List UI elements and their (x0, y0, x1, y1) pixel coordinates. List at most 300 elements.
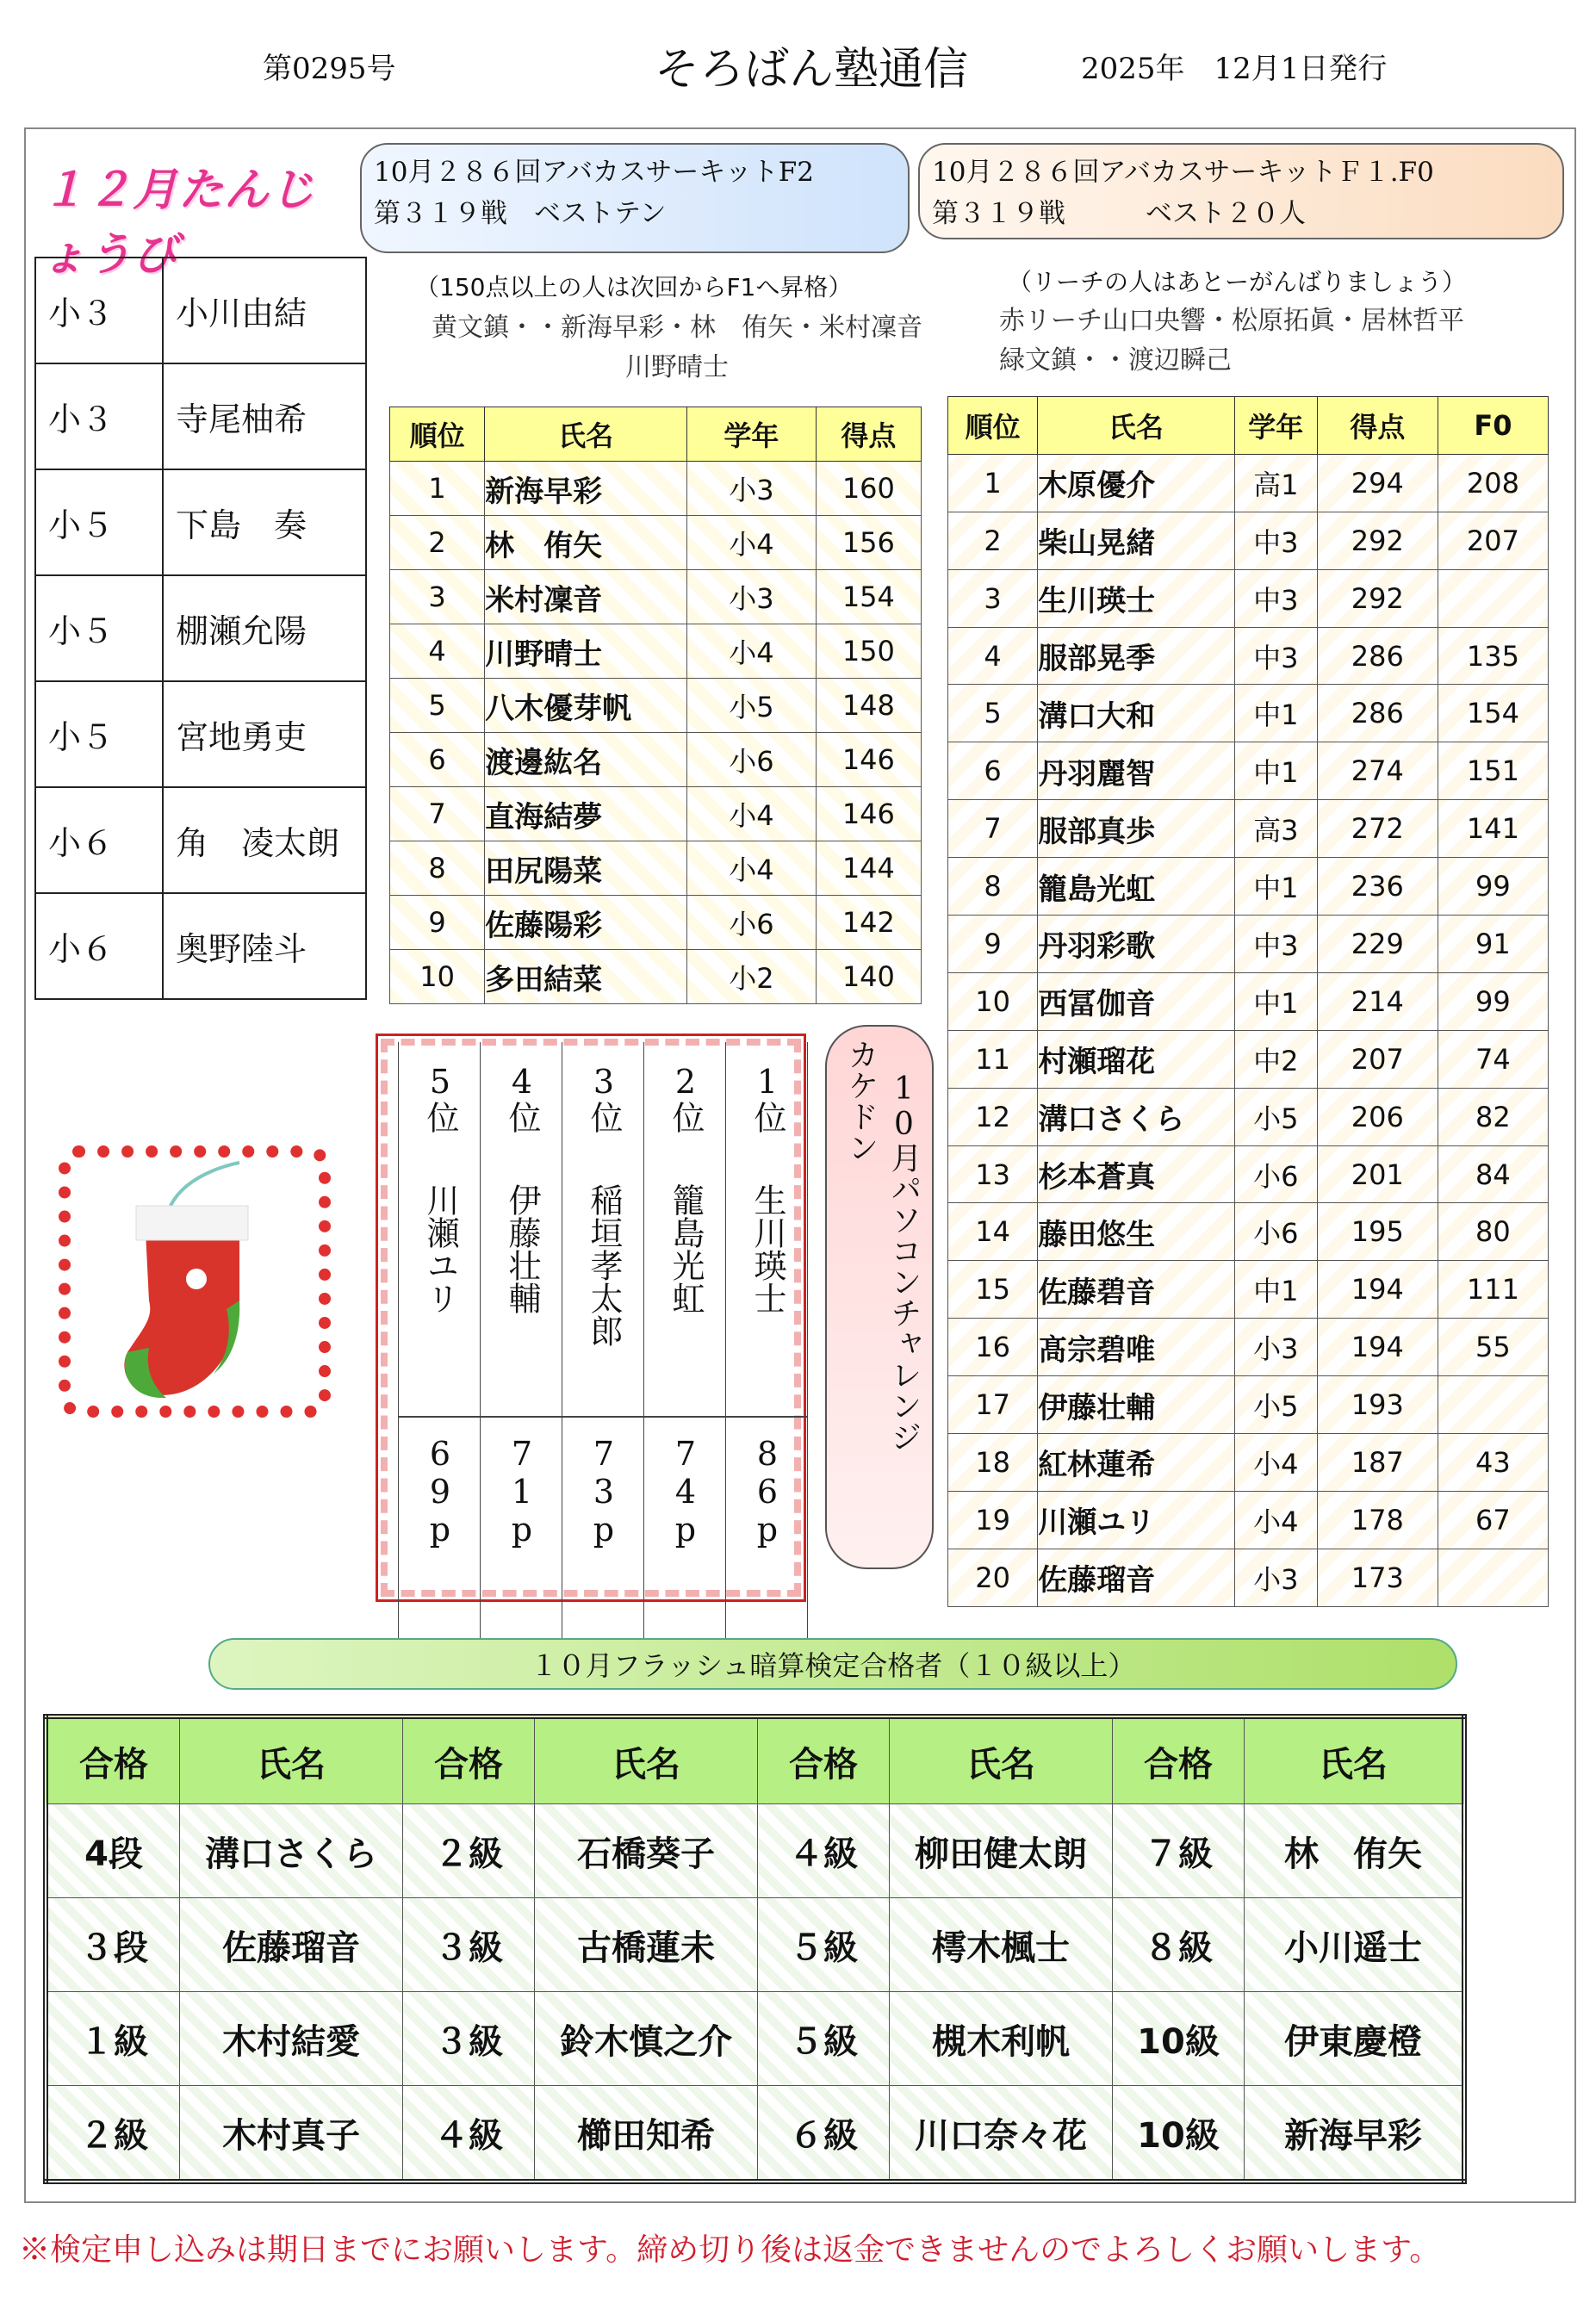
rank-cell: 10 (948, 972, 1038, 1030)
flash-level-cell: ３級 (403, 1992, 535, 2086)
flash-name-cell: 川口奈々花 (890, 2086, 1113, 2182)
flash-col-header: 氏名 (535, 1716, 758, 1804)
rank-cell: 1 (948, 454, 1038, 512)
f2-heading (360, 143, 910, 253)
flash-level-cell: ２級 (46, 2086, 180, 2182)
flash-level-cell: 10級 (1113, 1992, 1245, 2086)
f0-cell: 141 (1438, 800, 1548, 858)
pc-name-cell (562, 1183, 644, 1417)
footer-note: ※検定申し込みは期日までにお願いします。締め切り後は返金できませんのでよろしくお願いします。 (19, 2232, 1441, 2268)
pc-name-cell (726, 1183, 808, 1417)
pc-rank-cell (481, 1042, 562, 1183)
f0-cell: 74 (1438, 1030, 1548, 1088)
grade-cell: 中1 (1234, 1261, 1317, 1319)
name-cell: 川野晴士 (485, 624, 687, 679)
name-cell: 佐藤碧音 (1038, 1261, 1234, 1319)
grade-cell: 小3 (1234, 1319, 1317, 1376)
pc-challenge-label (825, 1025, 934, 1569)
flash-name-cell: 佐藤瑠音 (180, 1898, 403, 1992)
table-row (948, 1145, 1549, 1203)
table-row (948, 1030, 1549, 1088)
table-row (948, 1549, 1549, 1606)
score-cell: 195 (1317, 1203, 1438, 1261)
flash-col-header: 合格 (1113, 1716, 1245, 1804)
rank-cell: 8 (390, 841, 485, 896)
f2-col-header: 氏名 (485, 407, 687, 462)
f0-cell: 82 (1438, 1088, 1548, 1145)
score-cell: 178 (1317, 1491, 1438, 1549)
birthday-name: 寺尾柚希 (163, 363, 366, 469)
flash-col-header: 氏名 (890, 1716, 1113, 1804)
table-row (46, 1898, 1464, 1992)
birthday-title: １２月たんじょうび (41, 164, 316, 281)
score-cell: 194 (1317, 1319, 1438, 1376)
grade-cell: 小6 (1234, 1203, 1317, 1261)
name-cell: 藤田悠生 (1038, 1203, 1234, 1261)
name-cell: 田尻陽菜 (485, 841, 687, 896)
pc-rank: 5位 (420, 1063, 459, 1133)
table-row (948, 916, 1549, 973)
rank-cell: 13 (948, 1145, 1038, 1203)
flash-exam-table (43, 1714, 1467, 2184)
f0-cell: 99 (1438, 972, 1548, 1030)
birthday-grade: 小６ (35, 787, 163, 893)
pc-name-cell (399, 1183, 481, 1417)
rank-cell: 2 (948, 512, 1038, 569)
rank-cell: 9 (948, 916, 1038, 973)
f0-cell: 151 (1438, 742, 1548, 800)
name-cell: 八木優芽帆 (485, 679, 687, 733)
rank-cell: 3 (390, 570, 485, 624)
table-row (390, 841, 922, 896)
pc-name: 籠島光虹 (666, 1183, 705, 1314)
score-cell: 144 (816, 841, 921, 896)
table-row (948, 1376, 1549, 1434)
score-cell: 292 (1317, 512, 1438, 569)
grade-cell: 中3 (1234, 512, 1317, 569)
f0-cell: 208 (1438, 454, 1548, 512)
flash-col-header: 合格 (758, 1716, 890, 1804)
pc-rank-cell (562, 1042, 644, 1183)
flash-level-cell: ４級 (758, 1804, 890, 1898)
f2-promotion-note: （150点以上の人は次回からF1へ昇格） (415, 273, 853, 301)
name-cell: 髙宗碧唯 (1038, 1319, 1234, 1376)
name-cell: 林 侑矢 (485, 516, 687, 570)
name-cell: 丹羽麗智 (1038, 742, 1234, 800)
name-cell: 伊藤壮輔 (1038, 1376, 1234, 1434)
birthday-grade: 小５ (35, 469, 163, 575)
birthday-grade: 小５ (35, 681, 163, 787)
birthday-row (35, 893, 366, 999)
grade-cell: 小4 (1234, 1491, 1317, 1549)
grade-cell: 小2 (687, 950, 817, 1004)
flash-name-cell: 櫛田知希 (535, 2086, 758, 2182)
table-row (948, 627, 1549, 685)
flash-level-cell: ２級 (403, 1804, 535, 1898)
grade-cell: 小5 (1234, 1376, 1317, 1434)
birthday-name: 棚瀬允陽 (163, 575, 366, 681)
flash-name-cell: 木村真子 (180, 2086, 403, 2182)
f0-cell (1438, 569, 1548, 627)
flash-level-cell: ５級 (758, 1898, 890, 1992)
score-cell: 201 (1317, 1145, 1438, 1203)
pc-name-cell (481, 1183, 562, 1417)
birthday-name: 角 凌太朗 (163, 787, 366, 893)
pc-rank: 4位 (502, 1063, 541, 1133)
f2-col-header: 学年 (687, 407, 817, 462)
f0-cell: 135 (1438, 627, 1548, 685)
score-cell: 146 (816, 787, 921, 841)
table-row (390, 896, 922, 950)
f0-cell: 43 (1438, 1434, 1548, 1492)
rank-cell: 20 (948, 1549, 1038, 1606)
issue-date: 2025年 12月1日発行 (1081, 52, 1388, 86)
name-cell: 木原優介 (1038, 454, 1234, 512)
pc-challenge-title: 10月パソコンチャレンジ (886, 1071, 922, 1452)
table-row (390, 516, 922, 570)
score-cell: 187 (1317, 1434, 1438, 1492)
f0-cell: 84 (1438, 1145, 1548, 1203)
rank-cell: 4 (390, 624, 485, 679)
score-cell: 236 (1317, 858, 1438, 916)
pc-score-cell (562, 1417, 644, 1642)
pc-rank: 2位 (666, 1063, 705, 1133)
grade-cell: 中1 (1234, 685, 1317, 742)
flash-name-cell: 槻木利帆 (890, 1992, 1113, 2086)
f2-promoted-line1: 黄文鎮・・新海早彩・林 侑矢・米村凜音 (432, 313, 922, 343)
f1-col-header: 得点 (1317, 397, 1438, 455)
birthday-name: 宮地勇吏 (163, 681, 366, 787)
score-cell: 140 (816, 950, 921, 1004)
name-cell: 米村凜音 (485, 570, 687, 624)
rank-cell: 7 (948, 800, 1038, 858)
table-row (948, 512, 1549, 569)
score-cell: 193 (1317, 1376, 1438, 1434)
name-cell: 多田結菜 (485, 950, 687, 1004)
pc-name-cell (644, 1183, 726, 1417)
table-row (390, 787, 922, 841)
flash-exam-title: １０月フラッシュ暗算検定合格者（１０級以上） (208, 1638, 1457, 1690)
rank-cell: 6 (948, 742, 1038, 800)
flash-name-cell: 古橋蓮未 (535, 1898, 758, 1992)
score-cell: 207 (1317, 1030, 1438, 1088)
f0-cell (1438, 1549, 1548, 1606)
grade-cell: 中3 (1234, 627, 1317, 685)
grade-cell: 小4 (687, 787, 817, 841)
table-row (390, 624, 922, 679)
score-cell: 146 (816, 733, 921, 787)
rank-cell: 5 (390, 679, 485, 733)
grade-cell: 中1 (1234, 858, 1317, 916)
table-row (948, 454, 1549, 512)
f0-cell: 207 (1438, 512, 1548, 569)
birthday-row (35, 363, 366, 469)
pc-name: 生川瑛士 (748, 1183, 786, 1314)
pc-score-cell (644, 1417, 726, 1642)
score-cell: 274 (1317, 742, 1438, 800)
f2-heading-line2: 第３１９戦 ベストテン (374, 198, 667, 229)
f0-cell (1438, 1376, 1548, 1434)
table-row (948, 742, 1549, 800)
birthday-grade: 小５ (35, 575, 163, 681)
rank-cell: 8 (948, 858, 1038, 916)
pc-score-cell (481, 1417, 562, 1642)
flash-col-header: 氏名 (1245, 1716, 1465, 1804)
grade-cell: 中3 (1234, 916, 1317, 973)
flash-level-cell: ６級 (758, 2086, 890, 2182)
f1-ranking-table (947, 396, 1549, 1607)
pc-rank: 3位 (584, 1063, 623, 1133)
birthday-name: 奥野陸斗 (163, 893, 366, 999)
rank-cell: 11 (948, 1030, 1038, 1088)
grade-cell: 小6 (687, 896, 817, 950)
f0-cell: 55 (1438, 1319, 1548, 1376)
table-row (46, 1992, 1464, 2086)
score-cell: 194 (1317, 1261, 1438, 1319)
flash-level-cell: ７級 (1113, 1804, 1245, 1898)
score-cell: 150 (816, 624, 921, 679)
pc-name: 稲垣孝太郎 (584, 1183, 623, 1347)
grade-cell: 小5 (1234, 1088, 1317, 1145)
name-cell: 丹羽彩歌 (1038, 916, 1234, 973)
name-cell: 溝口さくら (1038, 1088, 1234, 1145)
flash-name-cell: 石橋葵子 (535, 1804, 758, 1898)
rank-cell: 3 (948, 569, 1038, 627)
pc-name: 川瀬ユリ (420, 1183, 459, 1314)
grade-cell: 中2 (1234, 1030, 1317, 1088)
name-cell: 籠島光虹 (1038, 858, 1234, 916)
table-row (948, 1319, 1549, 1376)
name-cell: 新海早彩 (485, 462, 687, 516)
f2-col-header: 順位 (390, 407, 485, 462)
name-cell: 村瀬瑠花 (1038, 1030, 1234, 1088)
grade-cell: 小5 (687, 679, 817, 733)
flash-level-cell: ３級 (403, 1898, 535, 1992)
f0-cell: 80 (1438, 1203, 1548, 1261)
table-row (390, 462, 922, 516)
grade-cell: 小4 (687, 841, 817, 896)
pc-name: 伊藤壮輔 (502, 1183, 541, 1314)
f0-cell: 91 (1438, 916, 1548, 973)
score-cell: 292 (1317, 569, 1438, 627)
birthday-row (35, 575, 366, 681)
pc-score-cell (399, 1417, 481, 1642)
pc-challenge-subtitle: カケドン (843, 1039, 879, 1163)
flash-col-header: 合格 (403, 1716, 535, 1804)
table-row (390, 733, 922, 787)
f0-cell: 67 (1438, 1491, 1548, 1549)
flash-col-header: 合格 (46, 1716, 180, 1804)
name-cell: 服部真歩 (1038, 800, 1234, 858)
rank-cell: 10 (390, 950, 485, 1004)
grade-cell: 小3 (687, 570, 817, 624)
flash-col-header: 氏名 (180, 1716, 403, 1804)
grade-cell: 中3 (1234, 569, 1317, 627)
rank-cell: 15 (948, 1261, 1038, 1319)
pc-score: 73p (584, 1435, 623, 1549)
table-row (948, 569, 1549, 627)
table-row (390, 950, 922, 1004)
rank-cell: 6 (390, 733, 485, 787)
grade-cell: 中1 (1234, 742, 1317, 800)
score-cell: 156 (816, 516, 921, 570)
name-cell: 生川瑛士 (1038, 569, 1234, 627)
flash-name-cell: 溝口さくら (180, 1804, 403, 1898)
score-cell: 294 (1317, 454, 1438, 512)
f1-reach-note: （リーチの人はあとーがんばりましょう） (1008, 268, 1467, 296)
birthday-name: 小川由結 (163, 258, 366, 363)
pc-rank-cell (726, 1042, 808, 1183)
name-cell: 柴山晃緒 (1038, 512, 1234, 569)
pc-rank-cell (399, 1042, 481, 1183)
rank-cell: 4 (948, 627, 1038, 685)
name-cell: 直海結夢 (485, 787, 687, 841)
rank-cell: 12 (948, 1088, 1038, 1145)
table-row (390, 679, 922, 733)
score-cell: 160 (816, 462, 921, 516)
pc-challenge-table (398, 1042, 808, 1642)
grade-cell: 小6 (1234, 1145, 1317, 1203)
birthday-grade: 小６ (35, 893, 163, 999)
birthday-table (34, 257, 367, 1000)
rank-cell: 16 (948, 1319, 1038, 1376)
grade-cell: 小6 (687, 733, 817, 787)
score-cell: 286 (1317, 627, 1438, 685)
flash-level-cell: ３段 (46, 1898, 180, 1992)
flash-name-cell: 林 侑矢 (1245, 1804, 1465, 1898)
flash-level-cell: ４級 (403, 2086, 535, 2182)
f1-reach-line1: 赤リーチ山口央響・松原拓眞・居林哲平 (999, 306, 1464, 336)
grade-cell: 小3 (1234, 1549, 1317, 1606)
name-cell: 杉本蒼真 (1038, 1145, 1234, 1203)
rank-cell: 9 (390, 896, 485, 950)
f0-cell: 111 (1438, 1261, 1548, 1319)
grade-cell: 高3 (1234, 800, 1317, 858)
rank-cell: 17 (948, 1376, 1038, 1434)
flash-name-cell: 樗木楓士 (890, 1898, 1113, 1992)
f1-col-header: 学年 (1234, 397, 1317, 455)
f2-heading-line1: 10月２８６回アバカスサーキットF2 (374, 157, 814, 188)
name-cell: 溝口大和 (1038, 685, 1234, 742)
birthday-grade: 小３ (35, 258, 163, 363)
grade-cell: 小4 (687, 516, 817, 570)
name-cell: 佐藤陽彩 (485, 896, 687, 950)
f1-reach-line2: 緑文鎮・・渡辺瞬己 (999, 345, 1232, 376)
table-row (948, 1088, 1549, 1145)
f0-cell: 154 (1438, 685, 1548, 742)
rank-cell: 2 (390, 516, 485, 570)
name-cell: 川瀬ユリ (1038, 1491, 1234, 1549)
score-cell: 148 (816, 679, 921, 733)
rank-cell: 19 (948, 1491, 1038, 1549)
score-cell: 286 (1317, 685, 1438, 742)
score-cell: 214 (1317, 972, 1438, 1030)
pc-score: 69p (420, 1435, 459, 1549)
table-row (948, 1434, 1549, 1492)
f1-reach-names (999, 301, 1559, 381)
table-row (46, 1804, 1464, 1898)
flash-name-cell: 木村結愛 (180, 1992, 403, 2086)
name-cell: 服部晃季 (1038, 627, 1234, 685)
flash-name-cell: 新海早彩 (1245, 2086, 1465, 2182)
name-cell: 渡邊紘名 (485, 733, 687, 787)
flash-name-cell: 伊東慶橙 (1245, 1992, 1465, 2086)
birthday-grade: 小３ (35, 363, 163, 469)
name-cell: 紅林蓮希 (1038, 1434, 1234, 1492)
flash-level-cell: ５級 (758, 1992, 890, 2086)
table-row (948, 800, 1549, 858)
birthday-row (35, 681, 366, 787)
pc-score: 86p (748, 1435, 786, 1549)
table-row (948, 858, 1549, 916)
f1-col-header: 氏名 (1038, 397, 1234, 455)
grade-cell: 小4 (1234, 1434, 1317, 1492)
pc-score: 71p (502, 1435, 541, 1549)
name-cell: 佐藤瑠音 (1038, 1549, 1234, 1606)
f1-heading (918, 143, 1564, 239)
rank-cell: 18 (948, 1434, 1038, 1492)
flash-name-cell: 柳田健太朗 (890, 1804, 1113, 1898)
birthday-row (35, 258, 366, 363)
flash-level-cell: 10級 (1113, 2086, 1245, 2182)
f1-col-header: F0 (1438, 397, 1548, 455)
grade-cell: 高1 (1234, 454, 1317, 512)
rank-cell: 5 (948, 685, 1038, 742)
table-row (390, 570, 922, 624)
f2-col-header: 得点 (816, 407, 921, 462)
newsletter-title: そろばん塾通信 (655, 44, 969, 96)
table-row (948, 685, 1549, 742)
name-cell: 西冨伽音 (1038, 972, 1234, 1030)
score-cell: 173 (1317, 1549, 1438, 1606)
birthday-row (35, 787, 366, 893)
pc-score-cell (726, 1417, 808, 1642)
f2-ranking-table (389, 407, 922, 1004)
table-row (948, 972, 1549, 1030)
score-cell: 154 (816, 570, 921, 624)
issue-number: 第0295号 (263, 52, 396, 86)
grade-cell: 中1 (1234, 972, 1317, 1030)
flash-name-cell: 小川遥士 (1245, 1898, 1465, 1992)
flash-level-cell: ８級 (1113, 1898, 1245, 1992)
rank-cell: 1 (390, 462, 485, 516)
flash-level-cell: 4段 (46, 1804, 180, 1898)
table-row (46, 2086, 1464, 2182)
pc-rank-cell (644, 1042, 726, 1183)
grade-cell: 小3 (687, 462, 817, 516)
score-cell: 229 (1317, 916, 1438, 973)
score-cell: 206 (1317, 1088, 1438, 1145)
birthday-row (35, 469, 366, 575)
table-row (948, 1261, 1549, 1319)
table-row (948, 1491, 1549, 1549)
score-cell: 272 (1317, 800, 1438, 858)
grade-cell: 小4 (687, 624, 817, 679)
christmas-stocking-icon (110, 1154, 300, 1412)
f0-cell: 99 (1438, 858, 1548, 916)
f2-promoted-line2: 川野晴士 (625, 352, 729, 382)
rank-cell: 14 (948, 1203, 1038, 1261)
flash-level-cell: １級 (46, 1992, 180, 2086)
flash-name-cell: 鈴木慎之介 (535, 1992, 758, 2086)
f2-promoted-names (401, 308, 953, 388)
birthday-name: 下島 奏 (163, 469, 366, 575)
score-cell: 142 (816, 896, 921, 950)
rank-cell: 7 (390, 787, 485, 841)
pc-score: 74p (666, 1435, 705, 1549)
pc-rank: 1位 (748, 1063, 786, 1133)
table-row (948, 1203, 1549, 1261)
